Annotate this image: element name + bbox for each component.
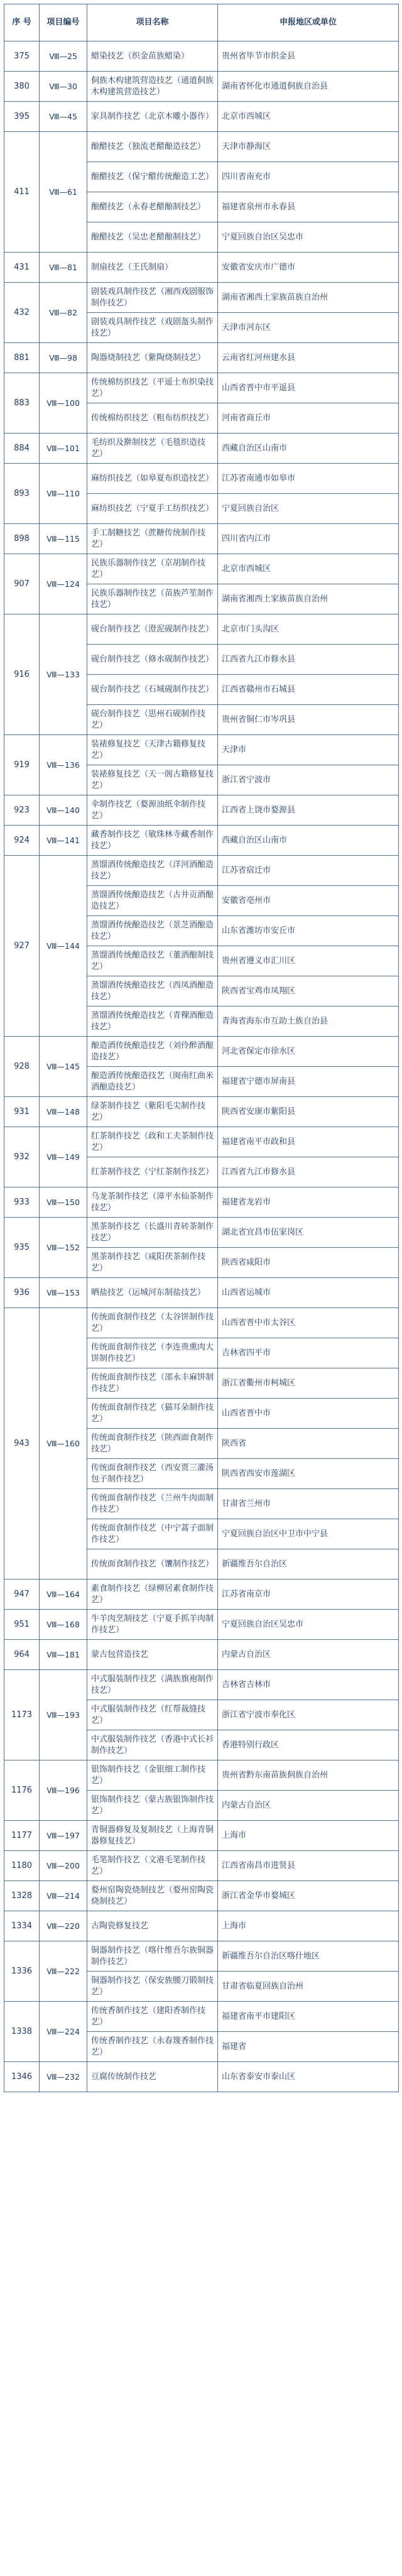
row-seq: 431	[4, 253, 40, 283]
row-name: 传统面食制作技艺（李连贵熏肉大饼制作技艺）	[87, 1338, 218, 1368]
row-region: 甘肃省临夏回族自治州	[218, 1972, 399, 2002]
table-row	[4, 102, 399, 132]
row-code: Ⅷ—193	[40, 1670, 87, 1760]
row-name: 蒙古包营造技艺	[87, 1640, 218, 1670]
row-name: 装裱修复技艺（天一阁古籍修复技艺）	[87, 765, 218, 795]
row-name: 婺州窑陶瓷烧制技艺（婺州窑陶瓷烧制技艺）	[87, 1881, 218, 1911]
table-row	[4, 1941, 399, 1972]
row-region: 山西省运城市	[218, 1278, 399, 1308]
row-seq: 884	[4, 434, 40, 464]
row-name: 铜器制作技艺（喀什维吾尔族铜器制作技艺）	[87, 1941, 218, 1972]
row-name: 传统面食制作技艺（猫耳朵制作技艺）	[87, 1399, 218, 1429]
row-region: 浙江省宁波市	[218, 765, 399, 795]
row-name: 伞制作技艺（婺源油纸伞制作技艺）	[87, 795, 218, 826]
row-name: 素食制作技艺（绿柳居素食制作技艺）	[87, 1580, 218, 1610]
row-region: 吉林省吉林市	[218, 1670, 399, 1700]
row-seq: 935	[4, 1218, 40, 1278]
row-code: Ⅷ—197	[40, 1821, 87, 1851]
row-code: Ⅷ—150	[40, 1187, 87, 1218]
row-region: 福建省	[218, 2032, 399, 2062]
row-region: 安徽省亳州市	[218, 886, 399, 916]
row-seq: 924	[4, 826, 40, 856]
table-row	[4, 1851, 399, 1881]
row-code: Ⅷ—168	[40, 1610, 87, 1640]
row-code: Ⅷ—124	[40, 554, 87, 614]
row-name: 中式服装制作技艺（香港中式长衫制作技艺）	[87, 1730, 218, 1760]
row-name: 传统面食制作技艺（兰州牛肉面制作技艺）	[87, 1489, 218, 1519]
row-seq: 932	[4, 1127, 40, 1187]
row-name: 酿醋技艺（吴忠老醋酿制技艺）	[87, 222, 218, 253]
row-seq: 919	[4, 735, 40, 795]
row-name: 传统面食制作技艺（邵永丰麻饼制作技艺）	[87, 1368, 218, 1399]
row-name: 砚台制作技艺（澄泥砚制作技艺）	[87, 614, 218, 645]
table-row	[4, 795, 399, 826]
row-name: 绿茶制作技艺（紫阳毛尖制作技艺）	[87, 1097, 218, 1127]
row-region: 四川省内江市	[218, 524, 399, 554]
table-row	[4, 1640, 399, 1670]
row-code: Ⅷ—81	[40, 253, 87, 283]
row-region: 西藏自治区山南市	[218, 826, 399, 856]
row-name: 酿醋技艺（独流老醋酿造技艺）	[87, 132, 218, 162]
row-seq: 432	[4, 283, 40, 343]
row-code: Ⅷ—214	[40, 1881, 87, 1911]
table-row	[4, 253, 399, 283]
heritage-table	[4, 4, 399, 2092]
table-body	[4, 41, 399, 2092]
row-region: 江西省南昌市进贤县	[218, 1851, 399, 1881]
row-region: 天津市河东区	[218, 313, 399, 343]
row-seq: 395	[4, 102, 40, 132]
row-name: 牛羊肉烹制技艺（宁夏手抓羊肉制作技艺）	[87, 1610, 218, 1640]
row-name: 传统面食制作技艺（西安贾三灌汤包子制作技艺）	[87, 1459, 218, 1489]
row-name: 酿醋技艺（永春老醋酿制技艺）	[87, 192, 218, 222]
row-region: 陕西省西安市莲湖区	[218, 1459, 399, 1489]
table-row	[4, 1097, 399, 1127]
row-name: 古陶瓷修复技艺	[87, 1911, 218, 1941]
row-region: 新疆维吾尔自治区喀什地区	[218, 1941, 399, 1972]
row-seq: 1334	[4, 1911, 40, 1941]
row-name: 传统面食制作技艺（馕制作技艺）	[87, 1549, 218, 1580]
row-seq: 1338	[4, 2002, 40, 2062]
row-region: 贵州省铜仁市岑巩县	[218, 705, 399, 735]
row-name: 酿醋技艺（保宁醋传统酿造工艺）	[87, 162, 218, 192]
table-row	[4, 826, 399, 856]
row-region: 山西省晋中市太谷区	[218, 1308, 399, 1338]
row-name: 制扇技艺（王氏制扇）	[87, 253, 218, 283]
row-name: 晒盐技艺（运城河东制盐技艺）	[87, 1278, 218, 1308]
table-row	[4, 373, 399, 403]
row-region: 湖南省湘西土家族苗族自治州	[218, 283, 399, 313]
row-code: Ⅷ—196	[40, 1760, 87, 1821]
table-row	[4, 2062, 399, 2092]
row-name: 铜器制作技艺（保安族腰刀锻制技艺）	[87, 1972, 218, 2002]
row-region: 湖南省怀化市通道侗族自治县	[218, 72, 399, 102]
row-name: 陶器烧制技艺（紫陶烧制技艺）	[87, 343, 218, 373]
row-region: 天津市静海区	[218, 132, 399, 162]
row-code: Ⅷ—152	[40, 1218, 87, 1278]
row-region: 贵州省毕节市织金县	[218, 41, 399, 72]
row-code: Ⅷ—110	[40, 464, 87, 524]
row-name: 中式服装制作技艺（满族旗袍制作技艺）	[87, 1670, 218, 1700]
row-code: Ⅷ—82	[40, 283, 87, 343]
row-seq: 951	[4, 1610, 40, 1640]
row-name: 乌龙茶制作技艺（漳平水仙茶制作技艺）	[87, 1187, 218, 1218]
row-region: 山西省晋中市	[218, 1399, 399, 1429]
row-code: Ⅷ—98	[40, 343, 87, 373]
table-row	[4, 1218, 399, 1248]
table-row	[4, 1278, 399, 1308]
row-seq: 1177	[4, 1821, 40, 1851]
row-code: Ⅷ—160	[40, 1308, 87, 1580]
row-seq: 1173	[4, 1670, 40, 1760]
table-row	[4, 132, 399, 162]
row-code: Ⅷ—115	[40, 524, 87, 554]
row-region: 湖北省宜昌市伍家岗区	[218, 1218, 399, 1248]
row-seq: 927	[4, 856, 40, 1037]
row-name: 蒸馏酒传统酿造技艺（董酒酿制技艺）	[87, 946, 218, 976]
table-row	[4, 1187, 399, 1218]
table-row	[4, 554, 399, 584]
row-seq: 898	[4, 524, 40, 554]
row-code: Ⅷ—145	[40, 1037, 87, 1097]
row-region: 河北省保定市徐水区	[218, 1037, 399, 1067]
row-seq: 881	[4, 343, 40, 373]
row-region: 陕西省宝鸡市凤翔区	[218, 976, 399, 1007]
row-region: 上海市	[218, 1911, 399, 1941]
row-code: Ⅷ—164	[40, 1580, 87, 1610]
row-name: 传统香制作技艺（建阳香制作技艺）	[87, 2002, 218, 2032]
row-name: 蒸馏酒传统酿造技艺（洋河酒酿造技艺）	[87, 856, 218, 886]
row-seq: 964	[4, 1640, 40, 1670]
row-code: Ⅷ—220	[40, 1911, 87, 1941]
table-row	[4, 1881, 399, 1911]
row-region: 上海市	[218, 1821, 399, 1851]
row-seq: 936	[4, 1278, 40, 1308]
row-seq: 1180	[4, 1851, 40, 1881]
row-region: 宁夏回族自治区中卫市中宁县	[218, 1519, 399, 1549]
row-code: Ⅷ—200	[40, 1851, 87, 1881]
row-region: 北京市门头沟区	[218, 614, 399, 645]
row-seq: 907	[4, 554, 40, 614]
table-row	[4, 735, 399, 765]
row-seq: 931	[4, 1097, 40, 1127]
table-row	[4, 41, 399, 72]
row-name: 装裱修复技艺（天津古籍修复技艺）	[87, 735, 218, 765]
row-seq: 380	[4, 72, 40, 102]
row-seq: 1176	[4, 1760, 40, 1821]
table-row	[4, 72, 399, 102]
row-region: 江西省九江市修水县	[218, 645, 399, 675]
row-code: Ⅷ—100	[40, 373, 87, 434]
row-region: 四川省南充市	[218, 162, 399, 192]
row-name: 剧装戏具制作技艺（湘西戏剧服饰制作技艺）	[87, 283, 218, 313]
row-name: 银饰制作技艺（金银细工制作技艺）	[87, 1760, 218, 1791]
header-seq: 序 号	[4, 4, 40, 41]
table-row	[4, 1610, 399, 1640]
row-region: 福建省宁德市屏南县	[218, 1067, 399, 1097]
table-row	[4, 856, 399, 886]
row-name: 传统棉纺织技艺（粗布纺织技艺）	[87, 403, 218, 434]
row-seq: 893	[4, 464, 40, 524]
row-region: 湖南省湘西土家族苗族自治州	[218, 584, 399, 614]
row-name: 麻纺织技艺（宁夏手工纺织技艺）	[87, 494, 218, 524]
row-name: 青铜器修复及复制技艺（上海青铜器修复技艺）	[87, 1821, 218, 1851]
row-code: Ⅷ—144	[40, 856, 87, 1037]
row-name: 传统棉纺织技艺（平遥土布织染技艺）	[87, 373, 218, 403]
table-row	[4, 1821, 399, 1851]
row-region: 陕西省咸阳市	[218, 1248, 399, 1278]
row-region: 江苏省宿迁市	[218, 856, 399, 886]
row-name: 蒸馏酒传统酿造技艺（青稞酒酿造技艺）	[87, 1007, 218, 1037]
row-name: 手工制糖技艺（蔗糖传统制作技艺）	[87, 524, 218, 554]
row-name: 黑茶制作技艺（长盛川青砖茶制作技艺）	[87, 1218, 218, 1248]
row-code: Ⅷ—45	[40, 102, 87, 132]
row-name: 砚台制作技艺（思州石砚制作技艺）	[87, 705, 218, 735]
row-name: 家具制作技艺（北京木雕小器作）	[87, 102, 218, 132]
row-region: 江苏省南通市如皋市	[218, 464, 399, 494]
row-region: 宁夏回族自治区吴忠市	[218, 222, 399, 253]
row-name: 藏香制作技艺（敏珠林寺藏香制作技艺）	[87, 826, 218, 856]
row-region: 青海省海东市互助土族自治县	[218, 1007, 399, 1037]
row-name: 砚台制作技艺（石城砚制作技艺）	[87, 675, 218, 705]
table-row	[4, 434, 399, 464]
row-name: 蒸馏酒传统酿造技艺（西凤酒酿造技艺）	[87, 976, 218, 1007]
row-region: 江西省上饶市婺源县	[218, 795, 399, 826]
document-page	[4, 4, 398, 2092]
row-name: 红茶制作技艺（政和工夫茶制作技艺）	[87, 1127, 218, 1157]
row-name: 传统面食制作技艺（太谷饼制作技艺）	[87, 1308, 218, 1338]
row-code: Ⅷ—153	[40, 1278, 87, 1308]
row-region: 福建省南平市建阳区	[218, 2002, 399, 2032]
row-name: 蒸馏酒传统酿造技艺（景芝酒酿造技艺）	[87, 916, 218, 946]
row-seq: 933	[4, 1187, 40, 1218]
row-name: 银饰制作技艺（蒙古族银饰制作技艺）	[87, 1791, 218, 1821]
row-name: 传统面食制作技艺（中宁蒿子面制作技艺）	[87, 1519, 218, 1549]
row-code: Ⅷ—232	[40, 2062, 87, 2092]
row-code: Ⅷ—140	[40, 795, 87, 826]
row-code: Ⅷ—101	[40, 434, 87, 464]
row-region: 山东省泰安市泰山区	[218, 2062, 399, 2092]
row-seq: 1328	[4, 1881, 40, 1911]
header-code: 项目编号	[40, 4, 87, 41]
row-region: 福建省龙岩市	[218, 1187, 399, 1218]
table-row	[4, 2002, 399, 2032]
row-name: 酿造酒传统酿造技艺（闽南红曲米酒酿造技艺）	[87, 1067, 218, 1097]
row-name: 传统面食制作技艺（陕西面食制作技艺）	[87, 1429, 218, 1459]
row-region: 江苏省南京市	[218, 1580, 399, 1610]
row-code: Ⅷ—61	[40, 132, 87, 253]
row-code: Ⅷ—25	[40, 41, 87, 72]
table-row	[4, 283, 399, 313]
row-name: 毛笔制作技艺（文港毛笔制作技艺）	[87, 1851, 218, 1881]
row-seq: 1336	[4, 1941, 40, 2002]
row-name: 民族乐器制作技艺（苗族芦笙制作技艺）	[87, 584, 218, 614]
row-region: 北京市西城区	[218, 102, 399, 132]
row-seq: 916	[4, 614, 40, 735]
table-row	[4, 614, 399, 645]
row-code: Ⅷ—181	[40, 1640, 87, 1670]
table-header-row	[4, 4, 399, 41]
row-name: 蜡染技艺（织金苗族蜡染）	[87, 41, 218, 72]
row-name: 民族乐器制作技艺（京胡制作技艺）	[87, 554, 218, 584]
row-region: 西藏自治区山南市	[218, 434, 399, 464]
row-region: 福建省南平市政和县	[218, 1127, 399, 1157]
row-region: 宁夏回族自治区	[218, 494, 399, 524]
row-name: 蒸馏酒传统酿造技艺（古井贡酒酿造技艺）	[87, 886, 218, 916]
table-row	[4, 1911, 399, 1941]
row-region: 山西省晋中市平遥县	[218, 373, 399, 403]
row-region: 天津市	[218, 735, 399, 765]
row-code: Ⅷ—133	[40, 614, 87, 735]
row-region: 贵州省遵义市汇川区	[218, 946, 399, 976]
row-code: Ⅷ—148	[40, 1097, 87, 1127]
row-code: Ⅷ—30	[40, 72, 87, 102]
row-name: 麻纺织技艺（如皋夏布织造技艺）	[87, 464, 218, 494]
header-name: 项目名称	[87, 4, 218, 41]
row-code: Ⅷ—149	[40, 1127, 87, 1187]
row-region: 浙江省金华市婺城区	[218, 1881, 399, 1911]
row-name: 黑茶制作技艺（咸阳茯茶制作技艺）	[87, 1248, 218, 1278]
row-name: 红茶制作技艺（宁红茶制作技艺）	[87, 1157, 218, 1187]
row-region: 安徽省安庆市广德市	[218, 253, 399, 283]
row-name: 酿造酒传统酿造技艺（刘伶醉酒酿造技艺）	[87, 1037, 218, 1067]
table-row	[4, 524, 399, 554]
row-seq: 883	[4, 373, 40, 434]
row-name: 剧装戏具制作技艺（戏剧盔头制作技艺）	[87, 313, 218, 343]
row-region: 陕西省安康市紫阳县	[218, 1097, 399, 1127]
table-row	[4, 343, 399, 373]
row-seq: 928	[4, 1037, 40, 1097]
row-seq: 375	[4, 41, 40, 72]
row-name: 豆腐传统制作技艺	[87, 2062, 218, 2092]
row-region: 贵州省黔东南苗族侗族自治州	[218, 1760, 399, 1791]
table-row	[4, 1760, 399, 1791]
row-region: 山东省潍坊市安丘市	[218, 916, 399, 946]
table-row	[4, 1127, 399, 1157]
row-region: 浙江省宁波市奉化区	[218, 1700, 399, 1730]
row-region: 江西省九江市修水县	[218, 1157, 399, 1187]
row-region: 内蒙古自治区	[218, 1791, 399, 1821]
row-seq: 943	[4, 1308, 40, 1580]
table-row	[4, 464, 399, 494]
row-region: 陕西省	[218, 1429, 399, 1459]
row-region: 吉林省四平市	[218, 1338, 399, 1368]
row-region: 新疆维吾尔自治区	[218, 1549, 399, 1580]
table-row	[4, 1580, 399, 1610]
row-region: 云南省红河州建水县	[218, 343, 399, 373]
table-row	[4, 1308, 399, 1338]
row-seq: 411	[4, 132, 40, 253]
row-code: Ⅷ—224	[40, 2002, 87, 2062]
row-name: 毛纺织及擀制技艺（毛毯织造技艺）	[87, 434, 218, 464]
row-code: Ⅷ—136	[40, 735, 87, 795]
row-region: 内蒙古自治区	[218, 1640, 399, 1670]
row-region: 河南省商丘市	[218, 403, 399, 434]
row-name: 侗族木构建筑营造技艺（通道侗族木构建筑营造技艺）	[87, 72, 218, 102]
row-name: 砚台制作技艺（修水砚制作技艺）	[87, 645, 218, 675]
row-name: 中式服装制作技艺（红帮裁缝技艺）	[87, 1700, 218, 1730]
row-region: 甘肃省兰州市	[218, 1489, 399, 1519]
table-row	[4, 1037, 399, 1067]
row-name: 传统香制作技艺（永春篾香制作技艺）	[87, 2032, 218, 2062]
header-region: 申报地区或单位	[218, 4, 399, 41]
row-region: 宁夏回族自治区吴忠市	[218, 1610, 399, 1640]
table-row	[4, 1670, 399, 1700]
row-region: 浙江省衢州市柯城区	[218, 1368, 399, 1399]
row-region: 福建省泉州市永春县	[218, 192, 399, 222]
row-region: 江西省赣州市石城县	[218, 675, 399, 705]
row-seq: 947	[4, 1580, 40, 1610]
row-seq: 1346	[4, 2062, 40, 2092]
row-seq: 923	[4, 795, 40, 826]
row-code: Ⅷ—141	[40, 826, 87, 856]
row-region: 香港特别行政区	[218, 1730, 399, 1760]
row-code: Ⅷ—222	[40, 1941, 87, 2002]
row-region: 北京市西城区	[218, 554, 399, 584]
